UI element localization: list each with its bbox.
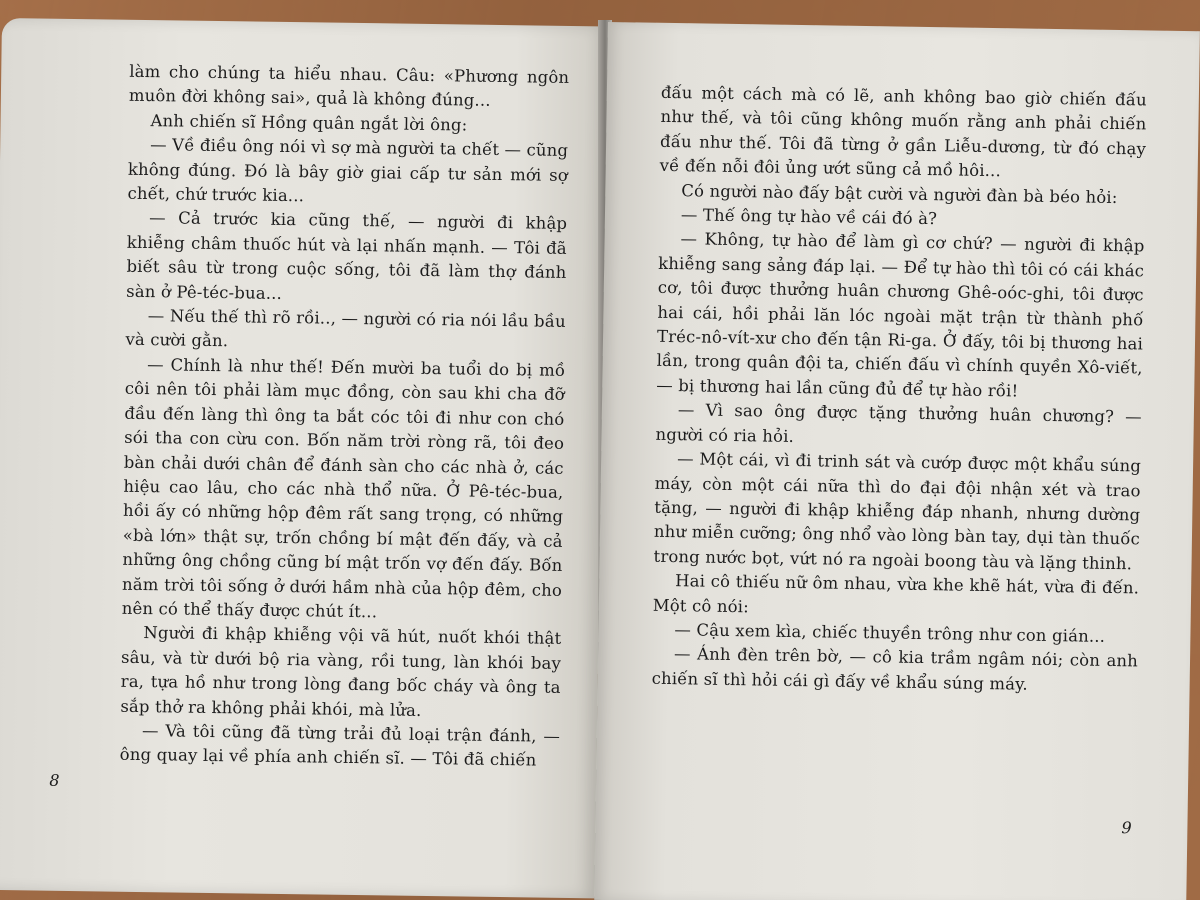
paragraph: — Một cái, vì đi trinh sát và cướp được một khẩu súng máy, còn một cái nữa thì do đại đội nhận xét và trao tặng, — người đi khập khiễng đáp nhanh, nhưng dường như miễn cưỡng; ông nhổ vào lòng bàn tay, dụi tàn thuốc trong nước bọt, vứt nó ra ngoài boong tàu và lặng thinh. xyxy=(653,449,1142,574)
paragraph: — Cậu xem kìa, chiếc thuyền trông như con gián... xyxy=(674,620,1106,646)
paragraph: — Vì sao ông được tặng thưởng huân chương? — người có ria hỏi. xyxy=(655,400,1143,446)
paragraph: Hai cô thiếu nữ ôm nhau, vừa khe khẽ hát, vừa đi đến. Một cô nói: xyxy=(652,571,1140,616)
paragraph: làm cho chúng ta hiểu nhau. Câu: «Phương ngôn muôn đời không sai», quả là không đúng... xyxy=(128,61,570,111)
paragraph: — Chính là như thế! Đến mười ba tuổi do bị mồ côi nên tôi phải làm mục đồng, còn sau khi cha đỡ đầu đến làng thì ông ta bắt cóc tôi đi như con chó sói tha con cừu con. Bốn năm trời ròng rã, tôi đeo bàn chải dưới chân để đánh sàn cho các nhà ở, các hiệu cao lâu, cho các nhà thổ nữa. Ở Pê-téc-bua, hồi ấy có những hộp đêm rất sang trọng, có những «bà lớn» thật sự, trốn chồng bí mật đến đấy, và cả những ông chồng cũng bí mật trốn vợ đến đấy. Bốn năm trời tôi sống ở dưới hầm nhà của hộp đêm, cho nên có thể thấy được chút ít... xyxy=(121,354,566,622)
paragraph: — Và tôi cũng đã từng trải đủ loại trận đánh, — ông quay lại về phía anh chiến sĩ. — Tôi đã chiến xyxy=(119,720,561,770)
paragraph: đấu một cách mà có lẽ, anh không bao giờ chiến đấu như thế, và tôi cũng không muốn rằng anh phải chiến đấu như thế. Tôi đã từng ở gần Liễu-dương, từ đó chạy về đến nỗi đôi ủng ướt sũng cả mồ hôi... xyxy=(659,82,1147,181)
right-page-text xyxy=(651,81,1147,699)
left-page-text xyxy=(120,60,570,774)
paragraph: — Nếu thế thì rõ rồi.., — người có ria nói lầu bầu và cười gằn. xyxy=(125,306,566,351)
paragraph: Anh chiến sĩ Hồng quân ngắt lời ông: xyxy=(150,110,468,135)
paragraph: — Ánh đèn trên bờ, — cô kia trầm ngâm nói; còn anh chiến sĩ thì hỏi cái gì đấy về khẩu súng máy. xyxy=(651,644,1139,694)
paragraph: — Không, tự hào để làm gì cơ chứ? — người đi khập khiễng sang sảng đáp lại. — Để tự hào thì tôi có cái khác cơ, tôi được thưởng huân chương Ghê-oóc-ghi, tôi được hai cái, hồi phải lăn lóc ngoài mặt trận từ thành phố Tréc-nô-vít-xư cho đến tận Ri-ga. Ở đấy, tôi bị thương hai lần, trong quân đội ta, chiến đấu vì chính quyền Xô-viết, — bị thương hai lần cũng đủ để tự hào rồi! xyxy=(656,229,1145,401)
page-number: 8 xyxy=(49,770,60,790)
paragraph: — Thế ông tự hào về cái đó à? xyxy=(680,205,938,229)
paragraph: Có người nào đấy bật cười và người đàn bà béo hỏi: xyxy=(681,180,1118,207)
paragraph: — Cả trước kia cũng thế, — người đi khập khiễng châm thuốc hút và lại nhấn mạnh. — Tôi đã biết sâu từ trong cuộc sống, tôi đã làm thợ đánh sàn ở Pê-téc-bua... xyxy=(126,208,568,303)
left-page xyxy=(0,18,607,898)
paragraph: Người đi khập khiễng vội vã hút, nuốt khói thật sâu, và từ dưới bộ ria vàng, rồi tung, làn khói bay ra, tựa hồ như trong lòng đang bốc cháy và ông ta sắp thở ra không phải khói, mà lửa. xyxy=(120,623,562,720)
paragraph: — Về điều ông nói vì sợ mà người ta chết — cũng không đúng. Đó là bây giờ giai cấp tư sản mới sợ chết, chứ trước kia... xyxy=(127,135,569,206)
page-number: 9 xyxy=(1121,818,1132,838)
right-page xyxy=(594,22,1200,900)
